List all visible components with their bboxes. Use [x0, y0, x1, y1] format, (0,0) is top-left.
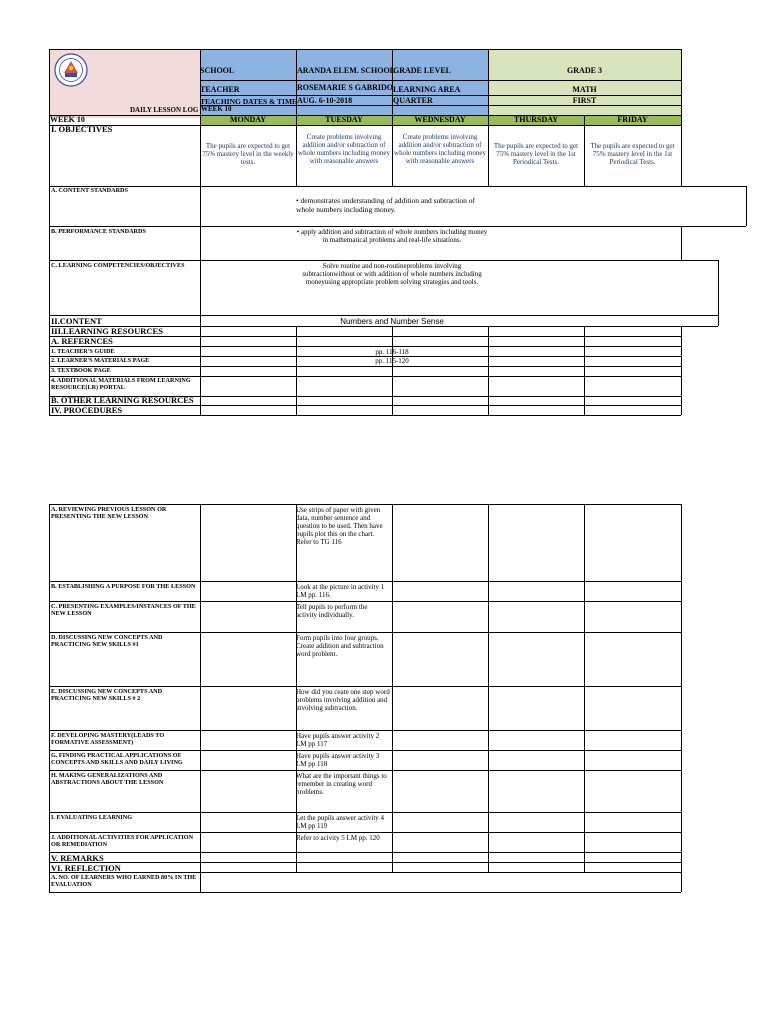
- procedure-e-label: E. DISCUSSING NEW CONCEPTS AND PRACTICING NEW SKILLS # 2: [51, 688, 163, 702]
- procedures-label: IV. PROCEDURES: [51, 405, 123, 415]
- day-wednesday: WEDNESDAY: [414, 115, 466, 124]
- dates-label: TEACHING DATES & TIME: [200, 97, 298, 106]
- grade-value: GRADE 3: [567, 66, 602, 75]
- objective-tuesday: Create problems involving addition and/or subtraction of whole numbers including money with reasonable answers: [298, 133, 390, 165]
- procedure-a-tuesday: Use strips of paper with given data, number sentence and question to be used. Then have pupils plot this on the chart. Refer to TG 116: [296, 506, 383, 546]
- content-standards-label: A. CONTENT STANDARDS: [51, 187, 128, 194]
- performance-standards-text: • apply addition and subtraction of whole numbers including money in mathematical problems and real-life situations.: [296, 228, 488, 244]
- quarter-label: QUARTER: [393, 96, 433, 105]
- deped-seal-logo: [54, 53, 88, 87]
- procedure-j-label: J. ADDITIONAL ACTIVITIES FOR APPLICATION OR REMEDIATION: [51, 834, 194, 848]
- learning-resources-label: III.LEARNING RESOURCES: [51, 326, 163, 336]
- procedure-b-label: B. ESTABLISHING A PURPOSE FOR THE LESSON: [51, 583, 196, 590]
- procedure-i-tuesday: Let the pupils answer activity 4 LM pp 119: [296, 814, 385, 830]
- procedure-g-tuesday: Have pupils answer activity 3 LM pp 118: [296, 752, 380, 768]
- area-value: MATH: [572, 85, 597, 94]
- learners-materials-label: 2. LEARNER'S MATERIALS PAGE: [51, 357, 150, 364]
- teachers-guide-label: 1. TEACHER'S GUIDE: [51, 348, 115, 355]
- objective-friday: The pupils are expected to get 75% mastery level in the 1st Periodical Tests.: [590, 142, 675, 166]
- procedure-e-tuesday: How did you ceate one step word problems involving addition and involving subtraction.: [296, 688, 390, 712]
- procedure-d-tuesday: Form pupils into four groups. Create addition and subtraction word problem.: [296, 634, 384, 658]
- references-label: A. REFERNCES: [51, 336, 113, 346]
- learners-materials-value: pp. 115-120: [375, 357, 409, 365]
- procedure-c-label: C. PRESENTING EXAMPLES/INSTANCES OF THE NEW LESSON: [51, 603, 196, 617]
- procedure-f-label: F. DEVELOPING MASTERY(LEADS TO FORMATIVE ASSESSMENT): [51, 732, 165, 746]
- day-tuesday: TUESDAY: [325, 115, 363, 124]
- procedure-g-label: G. FINDING PRACTICAL APPLICATIONS OF CONCEPTS AND SKILLS AND DAILY LIVING: [51, 752, 183, 766]
- learners-80-label: A. NO. OF LEARNERS WHO EARNED 80% IN THE EVALUATION: [51, 874, 197, 888]
- procedure-c-tuesday: Tell pupils to perform the activity individually.: [296, 603, 368, 619]
- week-small-label: WEEK 10: [201, 105, 232, 113]
- teachers-guide-value: pp. 116-118: [375, 348, 409, 356]
- content-label: II.CONTENT: [51, 316, 102, 326]
- area-label: LEARNING AREA: [393, 85, 461, 94]
- objective-thursday: The pupils are expected to get 75% mastery level in the 1st Periodical Tests.: [493, 142, 579, 166]
- other-resources-label: B. OTHER LEARNING RESOURCES: [51, 395, 194, 405]
- content-text: Numbers and Number Sense: [340, 317, 444, 326]
- procedure-a-label: A. REVIEWING PREVIOUS LESSON OR PRESENTING THE NEW LESSON: [51, 506, 167, 520]
- competencies-label: C. LEARNING COMPETENCIES/OBJECTIVES: [51, 262, 185, 269]
- additional-materials-label: 4. ADDITIONAL MATERIALS FROM LEARNING RESOURCE(LR) PORTAL: [51, 377, 191, 391]
- competencies-text: Solve routine and non-routineproblems involving subtractionwithout or with addition of whole numbers including moneyusing appropriate problem solving strategies and tools.: [302, 262, 482, 286]
- teacher-label: TEACHER: [200, 85, 240, 94]
- procedure-h-tuesday: What are the important things to remember in creating word problems.: [296, 772, 387, 796]
- objectives-label: I. OBJECTIVES: [51, 124, 113, 134]
- reflection-label: VI. REFLECTION: [51, 863, 121, 873]
- day-monday: MONDAY: [229, 115, 267, 124]
- procedure-f-tuesday: Have pupils answer activity 2 LM pp 117: [296, 732, 380, 748]
- school-value: ARANDA ELEM. SCHOOL: [297, 66, 396, 75]
- procedure-b-tuesday: Look at the picture in activity 1 LM pp. 116.: [296, 583, 385, 599]
- quarter-value: FIRST: [572, 96, 597, 105]
- day-friday: FRIDAY: [617, 115, 648, 124]
- content-standards-text: • demonstrates understanding of addition and subtraction of whole numbers including money.: [296, 196, 476, 214]
- day-thursday: THURSDAY: [513, 115, 559, 124]
- performance-standards-label: B. PERFORMANCE STANDARDS: [51, 228, 146, 235]
- school-label: SCHOOL: [200, 66, 235, 75]
- remarks-label: V. REMARKS: [51, 853, 104, 863]
- grade-label: GRADE LEVEL: [393, 66, 452, 75]
- week-label: WEEK 10: [50, 115, 85, 124]
- procedure-d-label: D. DISCUSSING NEW CONCEPTS AND PRACTICING NEW SKILLS #1: [51, 634, 163, 648]
- page-title: DAILY LESSON LOG: [130, 106, 199, 114]
- procedure-h-label: H. MAKING GENERALIZATIONS AND ABSTRACTIONS ABOUT THE LESSON: [51, 772, 164, 786]
- teacher-value: ROSEMARIE S GABRIDO: [297, 83, 394, 92]
- procedure-i-label: I. EVALUATING LEARNING: [51, 814, 133, 821]
- textbook-label: 3. TEXTBOOK PAGE: [51, 367, 111, 374]
- objective-wednesday: Create problems involving addition and/or subtraction of whole numbers including money with reasonable answers: [394, 133, 486, 165]
- header-green-block: [488, 49, 681, 118]
- objective-monday: The pupils are expected to get 75% mastery level in the weekly tests.: [202, 142, 294, 166]
- dates-value: AUG. 6-10-2018: [297, 96, 353, 105]
- procedure-j-tuesday: Refer to acivity 5 LM pp. 120: [296, 834, 380, 842]
